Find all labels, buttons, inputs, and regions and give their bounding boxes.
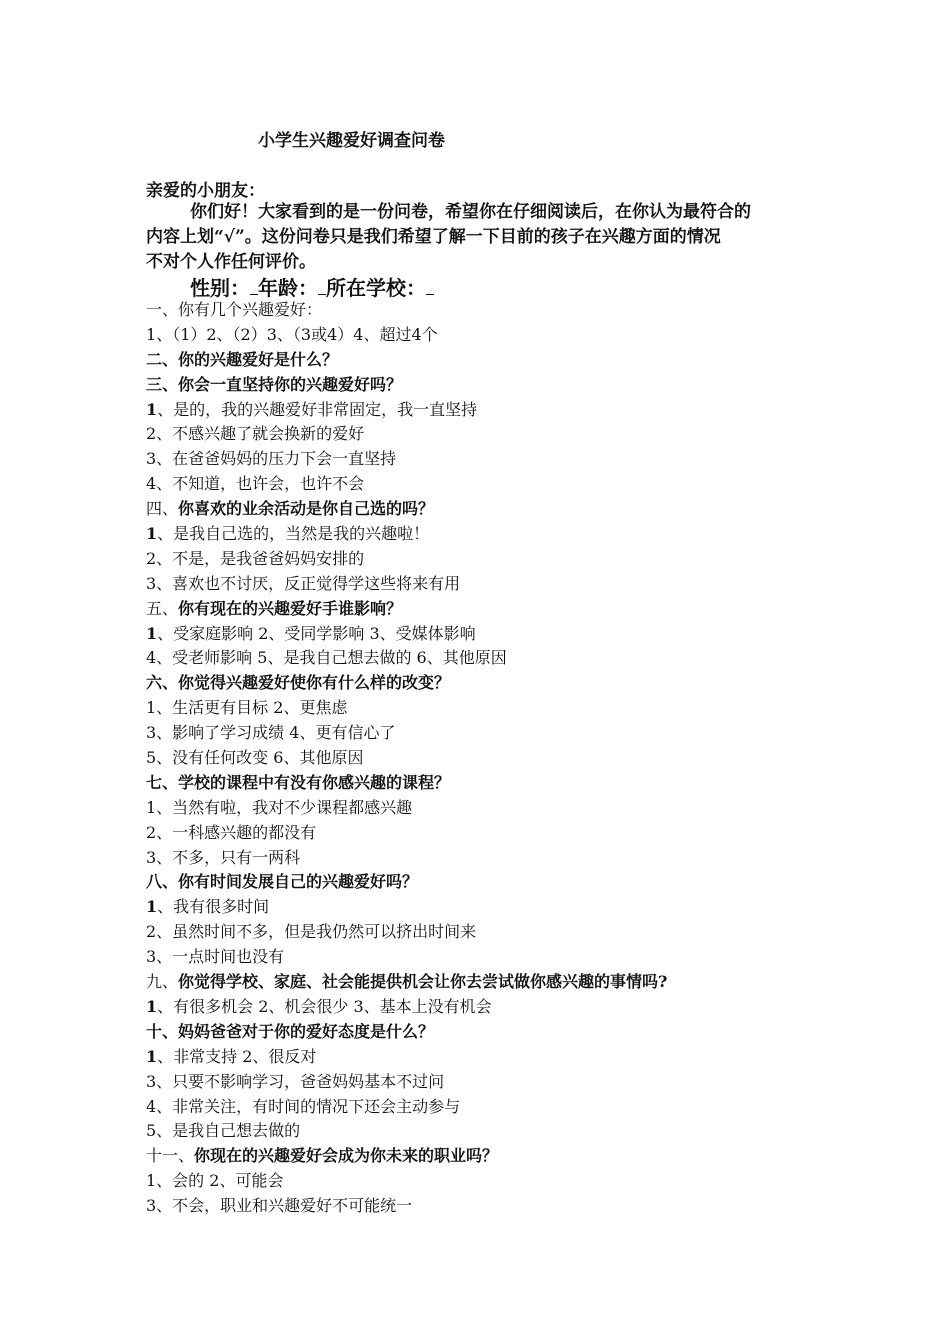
option-row[interactable]: 1、生活更有目标 2、更焦虑 — [146, 698, 348, 718]
question-number: 二、 — [146, 349, 179, 369]
question-number: 五、 — [146, 598, 179, 618]
question-number: 六、 — [146, 673, 179, 693]
question-text: 妈妈爸爸对于你的爱好态度是什么？ — [178, 1021, 435, 1041]
question-text: 你觉得学校、家庭、社会能提供机会让你去尝试做你感兴趣的事情吗? — [178, 972, 668, 992]
option-row[interactable]: 5、是我自己想去做的 — [146, 1121, 301, 1141]
question-8 — [146, 870, 826, 895]
intro-line: 内容上划“√”。这份问卷只是我们希望了解一下目前的孩子在兴趣方面的情况 — [146, 227, 721, 247]
document-title: 小学生兴趣爱好调查问卷 — [258, 131, 445, 151]
option-row[interactable]: 1、当然有啦，我对不少课程都感兴趣 — [146, 797, 413, 817]
question-text: 你现在的兴趣爱好会成为你未来的职业吗？ — [194, 1146, 499, 1166]
intro-paragraph — [146, 200, 811, 275]
option-row[interactable]: 1、是我自己选的，当然是我的兴趣啦！ — [146, 524, 430, 544]
question-5 — [146, 597, 826, 622]
question-text: 你有几个兴趣爱好： — [178, 300, 323, 319]
intro-line: 你们好！大家看到的是一份问卷，希望你在仔细阅读后，在你认为最符合的 — [190, 202, 751, 222]
school-label: 所在学校： — [326, 276, 426, 300]
option-row[interactable]: 3、不会，职业和兴趣爱好不可能统一 — [146, 1196, 413, 1216]
option-row[interactable]: 1、（1）2、（2）3、（3或4）4、超过4个 — [146, 324, 438, 344]
option-row[interactable]: 4、非常关注，有时间的情况下还会主动参与 — [146, 1096, 461, 1116]
option-row[interactable]: 3、在爸爸妈妈的压力下会一直坚持 — [146, 449, 397, 469]
option-row[interactable]: 2、一科感兴趣的都没有 — [146, 822, 317, 842]
option-row[interactable]: 2、不感兴趣了就会换新的爱好 — [146, 424, 365, 444]
question-11 — [146, 1144, 826, 1169]
question-1 — [146, 298, 826, 323]
option-row[interactable]: 4、受老师影响 5、是我自己想去做的 6、其他原因 — [146, 648, 507, 668]
gender-blank[interactable] — [250, 293, 258, 295]
info-fields — [190, 272, 434, 301]
option-row[interactable]: 5、没有任何改变 6、其他原因 — [146, 748, 364, 768]
option-row[interactable]: 1、会的 2、可能会 — [146, 1171, 284, 1191]
question-text: 你会一直坚持你的兴趣爱好吗？ — [178, 374, 403, 394]
question-10 — [146, 1020, 826, 1045]
question-text: 你喜欢的业余活动是你自己选的吗？ — [178, 499, 435, 519]
option-row[interactable]: 3、不多，只有一两科 — [146, 847, 301, 867]
question-number: 十一、 — [146, 1146, 195, 1166]
option-row[interactable]: 3、影响了学习成绩 4、更有信心了 — [146, 723, 396, 743]
question-text: 你觉得兴趣爱好使你有什么样的改变？ — [178, 673, 451, 693]
question-text: 你有时间发展自己的兴趣爱好吗？ — [178, 872, 419, 892]
question-text: 你的兴趣爱好是什么？ — [178, 349, 339, 369]
option-row[interactable]: 1、有很多机会 2、机会很少 3、基本上没有机会 — [146, 996, 492, 1016]
question-3 — [146, 373, 826, 398]
question-list — [146, 298, 826, 1219]
option-row[interactable]: 1、我有很多时间 — [146, 897, 270, 917]
option-row[interactable]: 2、不是，是我爸爸妈妈安排的 — [146, 548, 365, 568]
greeting: 亲爱的小朋友： — [146, 181, 265, 201]
option-row[interactable]: 3、一点时间也没有 — [146, 947, 285, 967]
question-text: 你有现在的兴趣爱好手谁影响？ — [178, 598, 403, 618]
option-row[interactable]: 1、受家庭影响 2、受同学影响 3、受媒体影响 — [146, 623, 476, 643]
option-row[interactable]: 1、是的，我的兴趣爱好非常固定，我一直坚持 — [146, 399, 478, 419]
question-text: 学校的课程中有没有你感兴趣的课程？ — [178, 772, 451, 792]
question-number: 八、 — [146, 872, 179, 892]
question-number: 七、 — [146, 772, 179, 792]
question-number: 九、 — [146, 972, 179, 992]
school-blank[interactable] — [426, 293, 434, 295]
gender-label: 性别： — [190, 276, 250, 300]
question-6 — [146, 671, 826, 696]
option-row[interactable]: 2、虽然时间不多，但是我仍然可以挤出时间来 — [146, 922, 477, 942]
option-row[interactable]: 3、喜欢也不讨厌，反正觉得学这些将来有用 — [146, 573, 461, 593]
intro-line: 不对个人作任何评价。 — [146, 252, 316, 272]
age-label: 年龄： — [258, 276, 318, 300]
question-number: 三、 — [146, 374, 179, 394]
question-number: 十、 — [146, 1021, 179, 1041]
age-blank[interactable] — [318, 293, 326, 295]
question-2 — [146, 348, 826, 373]
question-7 — [146, 771, 826, 796]
option-row[interactable]: 3、只要不影响学习，爸爸妈妈基本不过问 — [146, 1071, 445, 1091]
question-9 — [146, 970, 826, 995]
question-4 — [146, 497, 826, 522]
option-row[interactable]: 4、不知道，也许会，也许不会 — [146, 474, 365, 494]
question-number: 一、 — [146, 300, 179, 319]
option-row[interactable]: 1、非常支持 2、很反对 — [146, 1046, 317, 1066]
question-number: 四、 — [146, 499, 179, 519]
